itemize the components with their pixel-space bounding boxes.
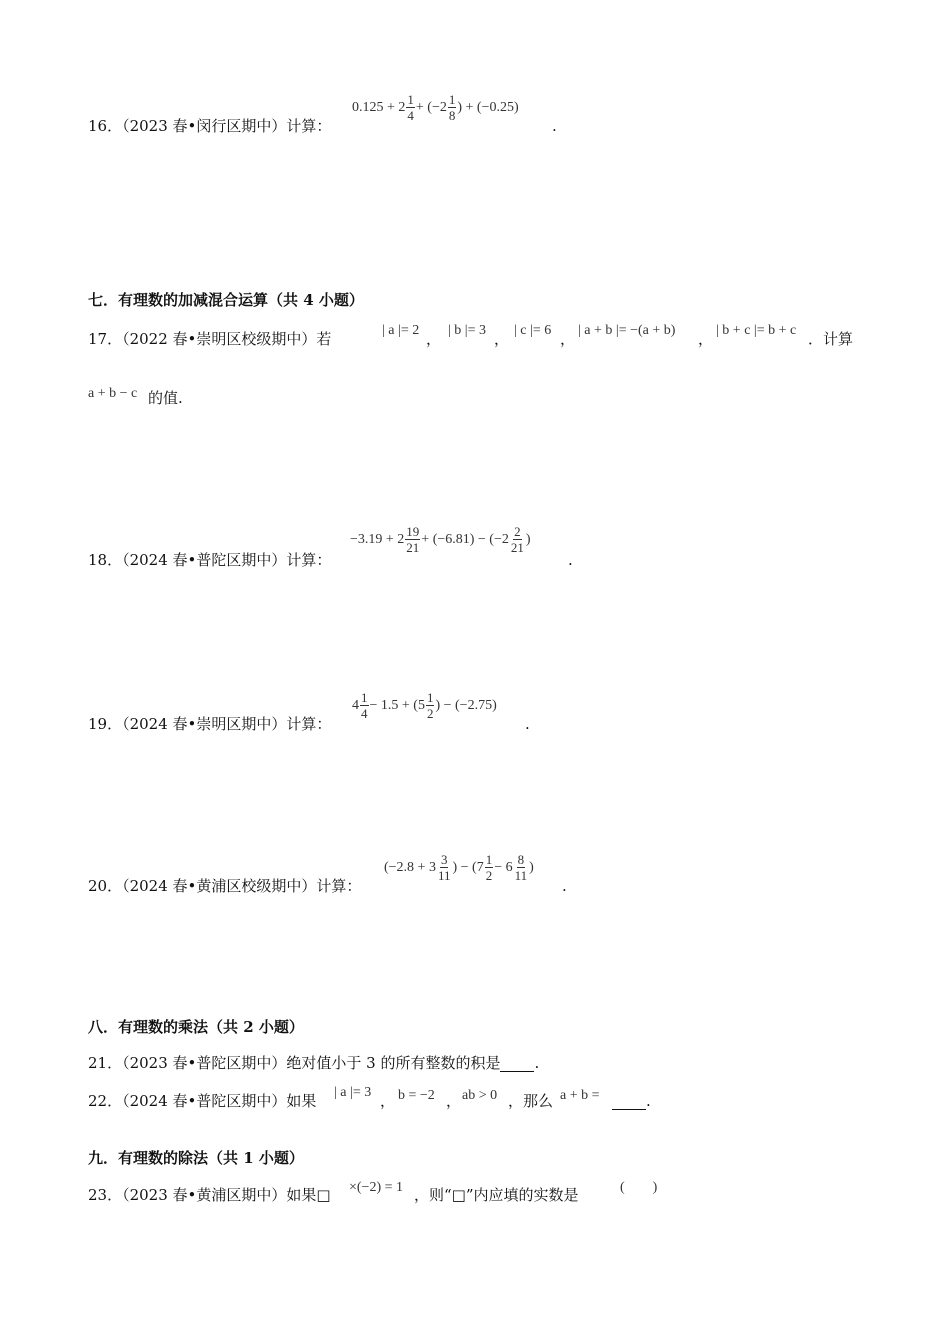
expr-part: 0.125 + 2	[352, 99, 406, 115]
end-period: .	[534, 1054, 540, 1072]
question-number: 17．	[88, 330, 123, 348]
question-number: 19．	[88, 715, 123, 733]
connector-text: ，那么	[508, 1092, 554, 1110]
separator: ，	[446, 1092, 462, 1110]
condition-abs-a: | a |= 3	[334, 1085, 372, 1100]
separator: ，	[380, 1092, 396, 1110]
question-number: 18．	[88, 551, 123, 569]
question-18	[88, 551, 331, 569]
expr-part: )	[529, 859, 534, 875]
question-23	[88, 1186, 331, 1204]
fraction	[448, 92, 457, 123]
numerator: 8	[517, 852, 525, 867]
fraction	[437, 852, 452, 883]
question-source: （2022 春•崇明区校级期中）若	[122, 330, 332, 348]
answer-parentheses: ( )	[620, 1180, 658, 1195]
numerator: 3	[440, 852, 448, 867]
condition-ab: ab > 0	[462, 1088, 498, 1103]
denominator: 2	[426, 706, 434, 721]
end-period: .	[552, 117, 557, 135]
separator: ，	[560, 330, 576, 348]
fraction	[405, 524, 420, 555]
expr-part: (−2.8 + 3	[384, 859, 436, 875]
q16-expression	[352, 92, 519, 123]
condition-abs-a: | a |= 2	[382, 323, 420, 338]
condition-b: b = −2	[398, 1088, 435, 1103]
section-8-title: 八．有理数的乘法（共 2 小题）	[88, 1018, 304, 1036]
question-number: 22．	[88, 1092, 123, 1110]
end-period: .	[646, 1092, 651, 1110]
condition-abs-c: | c |= 6	[514, 323, 552, 338]
fraction	[485, 852, 494, 883]
expr-part: −3.19 + 2	[350, 531, 405, 547]
expr-part: + (−2	[415, 99, 447, 115]
answer-line	[612, 1092, 651, 1110]
q22-expression: a + b =	[560, 1088, 600, 1103]
fraction	[510, 524, 525, 555]
separator: ，	[426, 330, 442, 348]
q17-tail: 的值.	[148, 389, 183, 407]
question-number: 16．	[88, 117, 123, 135]
question-source: （2024 春•普陀区期中）计算：	[122, 551, 332, 569]
question-number: 21．	[88, 1054, 123, 1072]
numerator: 1	[361, 690, 368, 705]
section-7-title: 七．有理数的加减混合运算（共 4 小题）	[88, 291, 364, 309]
fraction	[360, 690, 369, 721]
question-20	[88, 877, 361, 895]
q17-expression: a + b − c	[88, 386, 138, 401]
question-22	[88, 1092, 316, 1110]
question-source: （2024 春•普陀区期中）如果	[122, 1092, 317, 1110]
separator: ，	[698, 330, 714, 348]
fraction	[406, 92, 415, 123]
question-19	[88, 715, 331, 733]
section-9-title: 九．有理数的除法（共 1 小题）	[88, 1149, 304, 1167]
expr-part: − 6	[494, 859, 513, 875]
denominator: 4	[407, 108, 414, 123]
denominator: 8	[448, 108, 456, 123]
answer-blank	[500, 1057, 534, 1072]
expr-part: ) − (−2.75)	[435, 697, 497, 713]
fraction	[514, 852, 529, 883]
numerator: 1	[448, 92, 456, 107]
end-period: .	[525, 715, 530, 733]
question-text: （2023 春•普陀区期中）绝对值小于 3 的所有整数的积是	[122, 1054, 501, 1072]
expr-part: ) + (−0.25)	[457, 99, 519, 115]
question-number: 20．	[88, 877, 123, 895]
denominator: 2	[485, 868, 493, 883]
expr-part: )	[525, 531, 531, 547]
numerator: 1	[426, 690, 434, 705]
question-source: （2024 春•黄浦区校级期中）计算：	[122, 877, 362, 895]
condition-abs-b-plus-c: | b + c |= b + c	[716, 323, 797, 338]
denominator: 21	[406, 540, 420, 555]
question-text: ，则“□”内应填的实数是	[414, 1186, 579, 1204]
separator: ，	[494, 330, 510, 348]
q18-expression	[350, 524, 531, 555]
end-period: .	[562, 877, 567, 895]
expr-part: ) − (7	[452, 859, 484, 875]
expr-part: + (−6.81) − (−2	[421, 531, 509, 547]
condition-abs-a-plus-b: | a + b |= −(a + b)	[578, 323, 676, 338]
question-17	[88, 330, 331, 348]
fraction	[426, 690, 435, 721]
expr-part: − 1.5 + (5	[369, 697, 425, 713]
q19-expression	[352, 690, 497, 721]
condition-abs-b: | b |= 3	[448, 323, 487, 338]
numerator: 19	[406, 524, 420, 539]
q23-expression: ×(−2) = 1	[349, 1180, 404, 1195]
numerator: 1	[485, 852, 493, 867]
q20-expression	[384, 852, 534, 883]
question-16	[88, 117, 331, 135]
answer-blank	[612, 1095, 646, 1110]
question-21	[88, 1054, 539, 1072]
numerator: 2	[514, 524, 521, 539]
denominator: 11	[514, 868, 528, 883]
denominator: 21	[510, 540, 524, 555]
question-source: （2024 春•崇明区期中）计算：	[122, 715, 332, 733]
compute-label: ．计算	[808, 330, 854, 348]
question-number: 23．	[88, 1186, 123, 1204]
question-source: （2023 春•黄浦区期中）如果□	[122, 1186, 331, 1204]
question-source: （2023 春•闵行区期中）计算：	[122, 117, 332, 135]
denominator: 4	[361, 706, 368, 721]
numerator: 1	[407, 92, 414, 107]
denominator: 11	[437, 868, 451, 883]
end-period: .	[568, 551, 573, 569]
expr-part: 4	[352, 697, 359, 713]
